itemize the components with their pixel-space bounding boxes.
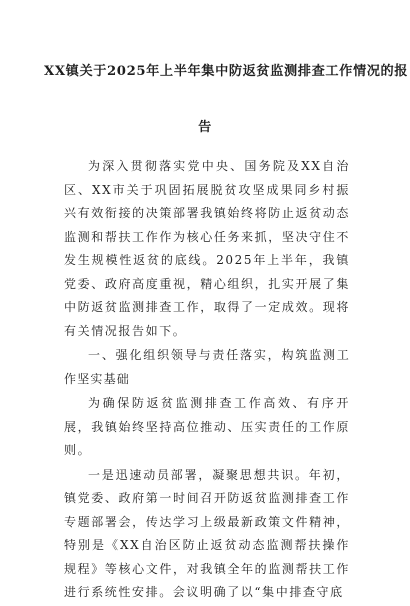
body-paragraph: 一是迅速动员部署，凝聚思想共识。年初，镇党委、政府第一时间召开防返贫监测排查工作专题部署会，传达学习上级最新政策文件精神，特别是《XX自治区防止返贫动态监测帮扶操作规程》等核心文件，对我镇全年的监测帮扶工作进行系统性安排。会议明确了以“集中排查守底 xyxy=(64,467,350,599)
intro-paragraph: 为深入贯彻落实党中央、国务院及XX自治区、XX市关于巩固拓展脱贫攻坚成果同乡村振兴有效衔接的决策部署我镇始终将防止返贫动态监测和帮扶工作作为核心任务来抓，坚决守住不发生规模性返贫的底线。2025年上半年，我镇党委、政府高度重视，精心组织，扎实开展了集中防返贫监测排查工作，取得了一定成效。现将有关情况报告如下。 xyxy=(64,159,350,338)
body-paragraph: 为确保防返贫监测排查工作高效、有序开展，我镇始终坚持高位推动、压实责任的工作原则。 xyxy=(64,396,350,457)
document-title-line-2: 告 xyxy=(198,120,212,135)
document-title-line-1: XX镇关于2025年上半年集中防返贫监测排查工作情况的报 xyxy=(44,64,409,79)
document-body xyxy=(64,155,350,606)
section-heading-1: 一、强化组织领导与责任落实，构筑监测工作坚实基础 xyxy=(64,348,350,386)
